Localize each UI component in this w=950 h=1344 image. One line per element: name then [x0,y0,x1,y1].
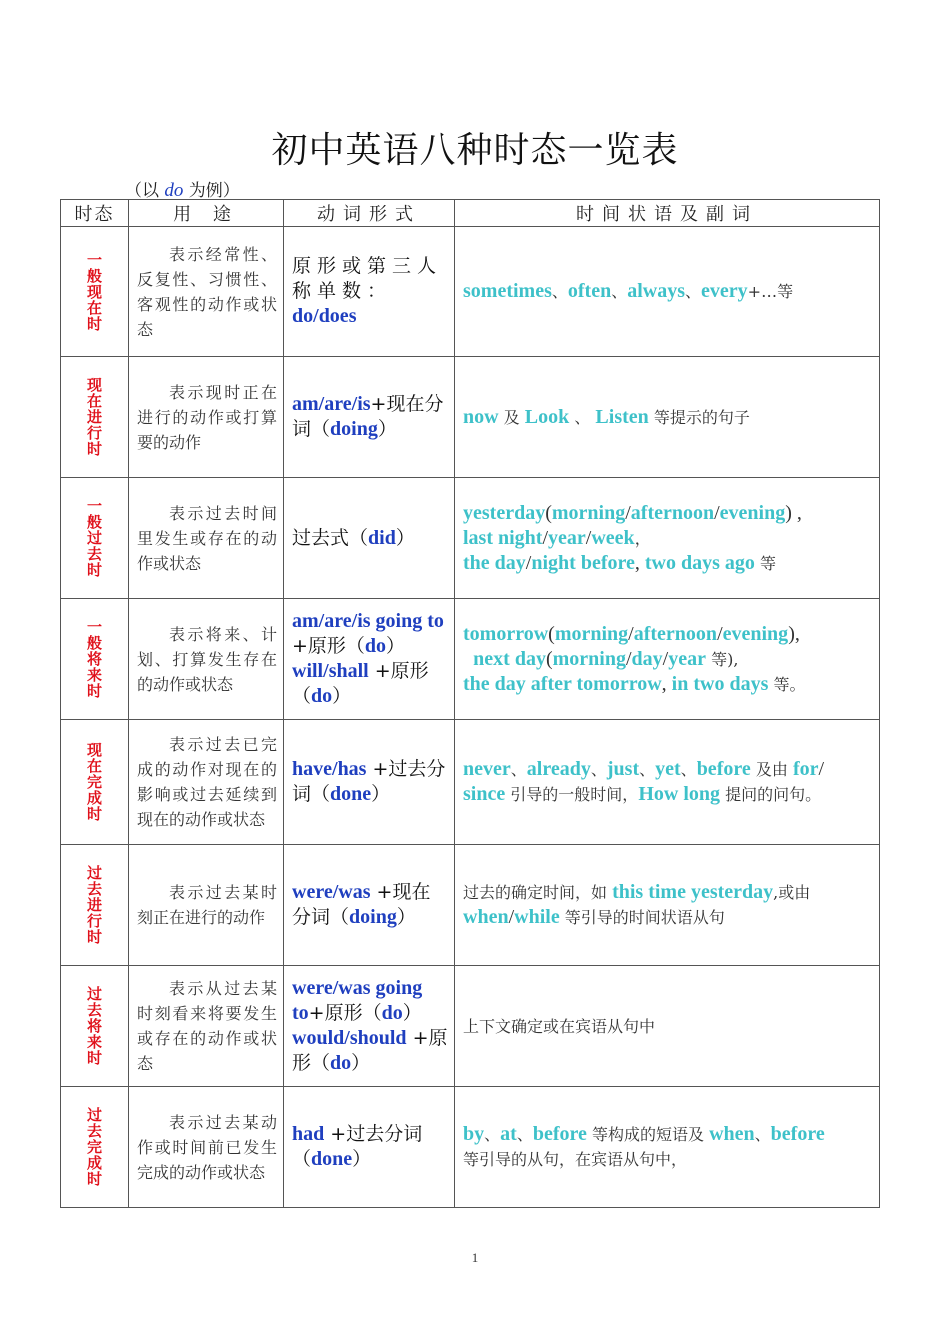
form-verb: are [324,393,352,415]
time-cell [455,720,880,845]
form-sep: / [323,660,329,682]
form-sep: / [332,758,338,780]
form-verb: had [292,1123,325,1145]
time-part: 等 [754,553,776,573]
form-part: +原形（ [292,635,365,657]
time-punct: ( [545,501,552,524]
usage-cell [129,720,284,845]
form-part: +过去分词（ [292,758,446,805]
form-cell [284,599,455,720]
table-row [61,966,880,1087]
usage-text: 表示从过去某时刻看来将要发生或存在的动作或状态 [137,979,277,1073]
form-verb: are [324,610,352,632]
time-word: year [668,647,706,670]
time-word: when [463,906,509,928]
form-text [284,392,454,442]
form-part: 原形或第三人称单数： [292,255,443,302]
time-text [455,1122,879,1172]
form-cell [284,478,455,599]
page-number: 1 [471,1250,479,1265]
usage-cell [129,966,284,1087]
form-verb: do [381,1002,403,1024]
time-punct: / [717,622,723,645]
form-verb: do [292,305,314,327]
usage-text: 表示现时正在进行的动作或打算要的动作 [137,382,277,452]
form-verb: will [292,660,324,682]
time-text: 上下文确定或在宾语从句中 [463,1016,656,1036]
time-punct: ) , [785,501,802,524]
time-part: 、 [516,1125,533,1144]
time-word: the day [463,551,526,574]
form-verb: did [368,526,396,549]
time-part: 、 [685,282,702,301]
time-word: in two days [671,672,769,695]
header-row [61,200,880,227]
form-cell [284,357,455,478]
form-cell [284,227,455,357]
form-cell [284,1087,455,1208]
time-part: 及由 [750,760,793,779]
time-cell [455,599,880,720]
time-word: Look [524,405,570,428]
tense-cell [61,845,129,966]
time-punct: , [634,551,645,574]
time-text [455,501,879,576]
form-part: ） [351,1052,371,1074]
time-word: afternoon [633,622,718,645]
form-sep: / [344,1027,350,1049]
time-word: How long [638,783,720,805]
tense-table [60,199,880,1208]
table-row [61,1087,880,1208]
form-verb: would [292,1027,345,1049]
header-tense: 时态 [61,200,129,227]
time-word: just [606,758,640,780]
form-part: ） [377,418,397,440]
usage-cell [129,599,284,720]
form-part: ） [371,783,391,805]
tense-cell [61,357,129,478]
time-word: this time yesterday [612,881,774,903]
usage-text: 表示过去已完成的动作对现在的影响或过去延续到现在的动作或状态 [137,735,277,829]
time-punct: / [625,647,632,670]
time-word: Listen [595,405,649,428]
form-verb: done [311,1148,353,1170]
time-punct: / [662,647,669,670]
tense-label: 一般将来时 [85,619,103,699]
time-part: 、 [754,1125,771,1144]
time-punct: / [525,551,532,574]
form-sep: / [318,393,325,415]
time-part: 、 [611,282,628,301]
form-part: ） [396,906,416,928]
form-text [284,757,454,807]
header-time: 时间状语及副词 [455,200,880,227]
form-text [284,254,454,329]
form-part: ） [386,635,406,657]
time-punct: / [628,622,634,645]
time-part: +…等 [747,282,794,301]
usage-text: 表示过去时间里发生或存在的动作或状态 [137,503,277,573]
form-cell [284,720,455,845]
form-sep: / [351,610,358,632]
form-verb: doing [349,906,397,928]
form-verb: is going to [357,610,444,632]
time-part: ， [634,528,651,548]
time-word: morning [551,501,626,524]
time-part: 等), [706,649,739,669]
usage-cell [129,478,284,599]
time-word: now [463,405,499,428]
time-cell [455,845,880,966]
form-part: +过去分词（ [292,1123,423,1170]
time-part: 、 [510,760,527,779]
time-punct: ( [548,622,555,645]
time-part: 过去的确定时间，如 [463,883,613,902]
form-sep: / [318,610,325,632]
time-part: 、 [484,1125,501,1144]
time-part: 提问的问句。 [720,785,822,804]
time-punct: / [818,758,825,780]
time-word: afternoon [630,501,715,524]
form-text [284,1122,454,1172]
time-word: yet [655,758,681,780]
time-word: night before [531,551,635,574]
form-part: 过去式（ [292,526,369,549]
form-verb: shall [328,660,369,682]
form-verb: has [337,758,367,780]
tense-label: 现在进行时 [85,377,103,457]
time-word: evening [722,622,789,645]
time-word: morning [554,622,629,645]
usage-text: 表示将来、计划、打算发生存在的动作或状态 [137,624,277,694]
form-verb: do [364,635,387,657]
time-cell [455,227,880,357]
time-word: already [526,758,591,780]
time-word: never [463,758,511,780]
form-part: +现在分词（ [292,881,431,928]
usage-text: 表示经常性、反复性、习惯性、客观性的动作或状态 [137,244,277,339]
time-cell [455,478,880,599]
time-part: 等引导的从句，在宾语从句中， [463,1150,688,1169]
tense-cell [61,966,129,1087]
tense-cell [61,227,129,357]
time-text [455,757,879,807]
form-text [284,609,454,709]
time-word: since [463,783,506,805]
form-verb: doing [330,418,378,440]
form-part: ） [352,1148,372,1170]
time-word: day [631,647,663,670]
form-part: +现在分词（ [292,393,444,440]
time-word: when [709,1123,755,1145]
usage-text: 表示过去某时刻正在进行的动作 [137,883,277,927]
tense-label: 过去完成时 [85,1107,103,1187]
page-title: 初中英语八种时态一览表 [271,130,679,171]
time-word: before [696,758,751,780]
tense-cell [61,599,129,720]
form-text [284,880,454,930]
form-verb: have [292,758,332,780]
tense-label: 一般过去时 [85,498,103,578]
time-part: 、 [569,407,596,427]
time-punct: ), [788,622,800,645]
form-verb: am [292,610,319,632]
tense-label: 过去将来时 [85,986,103,1066]
form-verb: do [330,1052,352,1074]
table-row [61,599,880,720]
form-sep: / [332,881,339,903]
time-word: often [567,280,612,302]
time-word: at [500,1123,517,1145]
form-part: ） [402,1002,422,1024]
time-word: for [792,758,819,780]
form-verb: were [292,881,333,903]
form-verb: was [338,881,371,903]
table-row [61,845,880,966]
time-word: always [627,280,686,302]
time-part: 、 [680,760,697,779]
time-text [455,622,879,697]
form-verb: am [292,393,319,415]
form-cell [284,966,455,1087]
form-part: +原形（ [308,1002,382,1024]
time-cell [455,1087,880,1208]
usage-cell [129,1087,284,1208]
time-text [455,405,879,430]
time-word: evening [719,501,786,524]
usage-cell [129,357,284,478]
form-sep: / [332,977,339,999]
tense-label: 现在完成时 [85,742,103,822]
form-part: +原形（ [292,1027,448,1074]
usage-cell [129,227,284,357]
time-part: ,或由 [773,883,811,902]
form-part: ） [395,526,415,549]
time-cell [455,966,880,1087]
usage-cell [129,845,284,966]
form-verb: done [330,783,372,805]
subtitle-post: 为例） [183,181,240,201]
time-part: 、 [639,760,656,779]
time-part: 等引导的时间状语从句 [559,908,725,927]
time-word: yesterday [463,501,546,524]
subtitle-word: do [164,180,184,201]
time-word: next day [473,647,546,670]
form-verb: do [311,685,333,707]
form-part: ） [332,685,352,707]
time-part: 等构成的短语及 [586,1125,710,1144]
form-sep: / [313,305,319,327]
time-word: by [463,1123,485,1145]
form-verb: should [349,1027,407,1049]
subtitle-pre: （以 [125,181,165,201]
time-cell [455,357,880,478]
time-word: every [701,280,748,302]
table-row [61,720,880,845]
time-word: tomorrow [463,622,549,645]
usage-text: 表示过去某动作或时间前已发生完成的动作或状态 [137,1112,277,1182]
time-part: 等。 [768,674,806,694]
time-word: the day after tomorrow [463,672,662,695]
form-text [284,526,454,551]
time-word: last night [463,526,543,549]
form-verb: does [318,305,357,327]
tense-cell [61,720,129,845]
time-text [455,880,879,930]
time-part: 引导的一般时间， [505,785,639,804]
time-punct: / [625,501,631,524]
table-row [61,478,880,599]
time-part: 、 [551,282,568,301]
table-row [61,227,880,357]
header-form: 动词形式 [284,200,455,227]
time-word: morning [552,647,626,670]
form-part: +原形（ [292,660,429,707]
time-punct: / [585,526,592,549]
tense-label: 一般现在时 [85,251,103,332]
time-part: 及 [498,407,525,427]
form-sep: / [351,393,358,415]
time-word: while [514,906,560,928]
form-verb: was going to [292,977,423,1024]
time-word: sometimes [463,280,552,302]
time-word: week [591,526,635,549]
form-cell [284,845,455,966]
form-verb: were [292,977,333,999]
form-text [284,976,454,1076]
time-part: 、 [590,760,607,779]
time-word: two days ago [644,551,755,574]
header-usage: 用 途 [129,200,284,227]
tense-label: 过去进行时 [85,865,103,945]
form-verb: is [357,393,371,415]
time-punct: , [661,672,672,695]
time-word: before [770,1123,825,1145]
table-row [61,357,880,478]
time-punct: / [508,906,515,928]
tense-cell [61,478,129,599]
time-part: 等提示的句子 [648,407,750,427]
time-word: before [532,1123,587,1145]
time-word: year [548,526,586,549]
time-punct: / [542,526,549,549]
time-punct: ( [545,647,553,670]
time-text [455,279,879,304]
time-punct: / [714,501,720,524]
tense-cell [61,1087,129,1208]
